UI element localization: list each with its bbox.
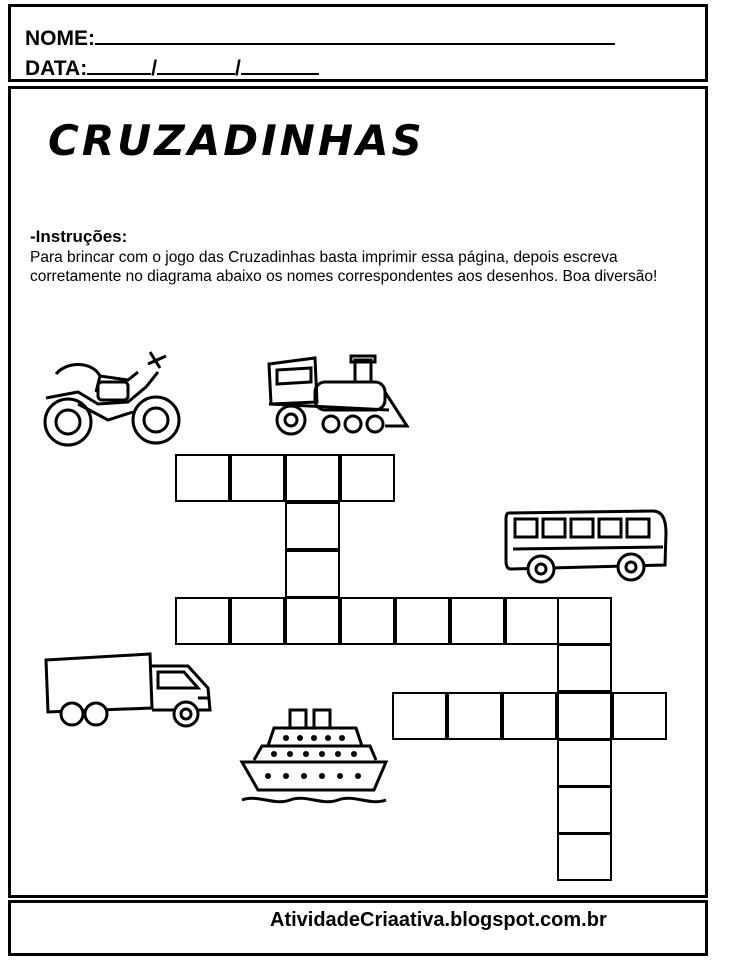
crossword-cell[interactable] bbox=[230, 597, 285, 645]
footer-site-link[interactable]: AtividadeCriaativa.blogspot.com.br bbox=[270, 909, 607, 931]
crossword-cell[interactable] bbox=[505, 597, 560, 645]
crossword-cell[interactable] bbox=[340, 597, 395, 645]
crossword-cell[interactable] bbox=[285, 597, 340, 645]
crossword-cell[interactable] bbox=[557, 739, 612, 787]
crossword-cell[interactable] bbox=[557, 786, 612, 834]
name-label: NOME: bbox=[25, 27, 95, 50]
truck-icon bbox=[42, 650, 214, 732]
name-field bbox=[25, 27, 615, 51]
train-icon bbox=[265, 352, 417, 438]
crossword-cell[interactable] bbox=[502, 692, 557, 740]
instructions-heading: -Instruções: bbox=[30, 227, 128, 246]
instructions-text: Para brincar com o jogo das Cruzadinhas basta imprimir essa página, depois escreva corretamente no diagrama abaixo os nomes correspondentes aos desenhos. Boa diversão! bbox=[30, 249, 658, 285]
crossword-cell[interactable] bbox=[230, 454, 285, 502]
date-day-line bbox=[87, 57, 151, 75]
page-title: CRUZADINHAS bbox=[48, 116, 425, 165]
date-year-line bbox=[241, 57, 319, 75]
date-separator: / bbox=[151, 57, 158, 80]
crossword-cell[interactable] bbox=[612, 692, 667, 740]
crossword-cell[interactable] bbox=[285, 502, 340, 550]
crossword-cell[interactable] bbox=[175, 454, 230, 502]
crossword-cell[interactable] bbox=[340, 454, 395, 502]
crossword-cell[interactable] bbox=[557, 833, 612, 881]
crossword-cell[interactable] bbox=[447, 692, 502, 740]
crossword-cell[interactable] bbox=[450, 597, 505, 645]
crossword-cell[interactable] bbox=[285, 550, 340, 598]
crossword-cell[interactable] bbox=[395, 597, 450, 645]
date-month-line bbox=[157, 57, 235, 75]
name-line bbox=[95, 27, 615, 45]
date-field bbox=[25, 57, 319, 81]
crossword-cell[interactable] bbox=[175, 597, 230, 645]
crossword-cell[interactable] bbox=[285, 454, 340, 502]
crossword-cell[interactable] bbox=[557, 644, 612, 692]
ship-icon bbox=[238, 706, 390, 808]
crossword-cell[interactable] bbox=[557, 692, 612, 740]
header-box bbox=[8, 4, 708, 82]
date-label: DATA: bbox=[25, 57, 88, 80]
date-separator: / bbox=[235, 57, 241, 80]
crossword-cell[interactable] bbox=[392, 692, 447, 740]
motorcycle-icon bbox=[38, 342, 183, 450]
bus-icon bbox=[503, 503, 668, 585]
crossword-cell[interactable] bbox=[557, 597, 612, 645]
